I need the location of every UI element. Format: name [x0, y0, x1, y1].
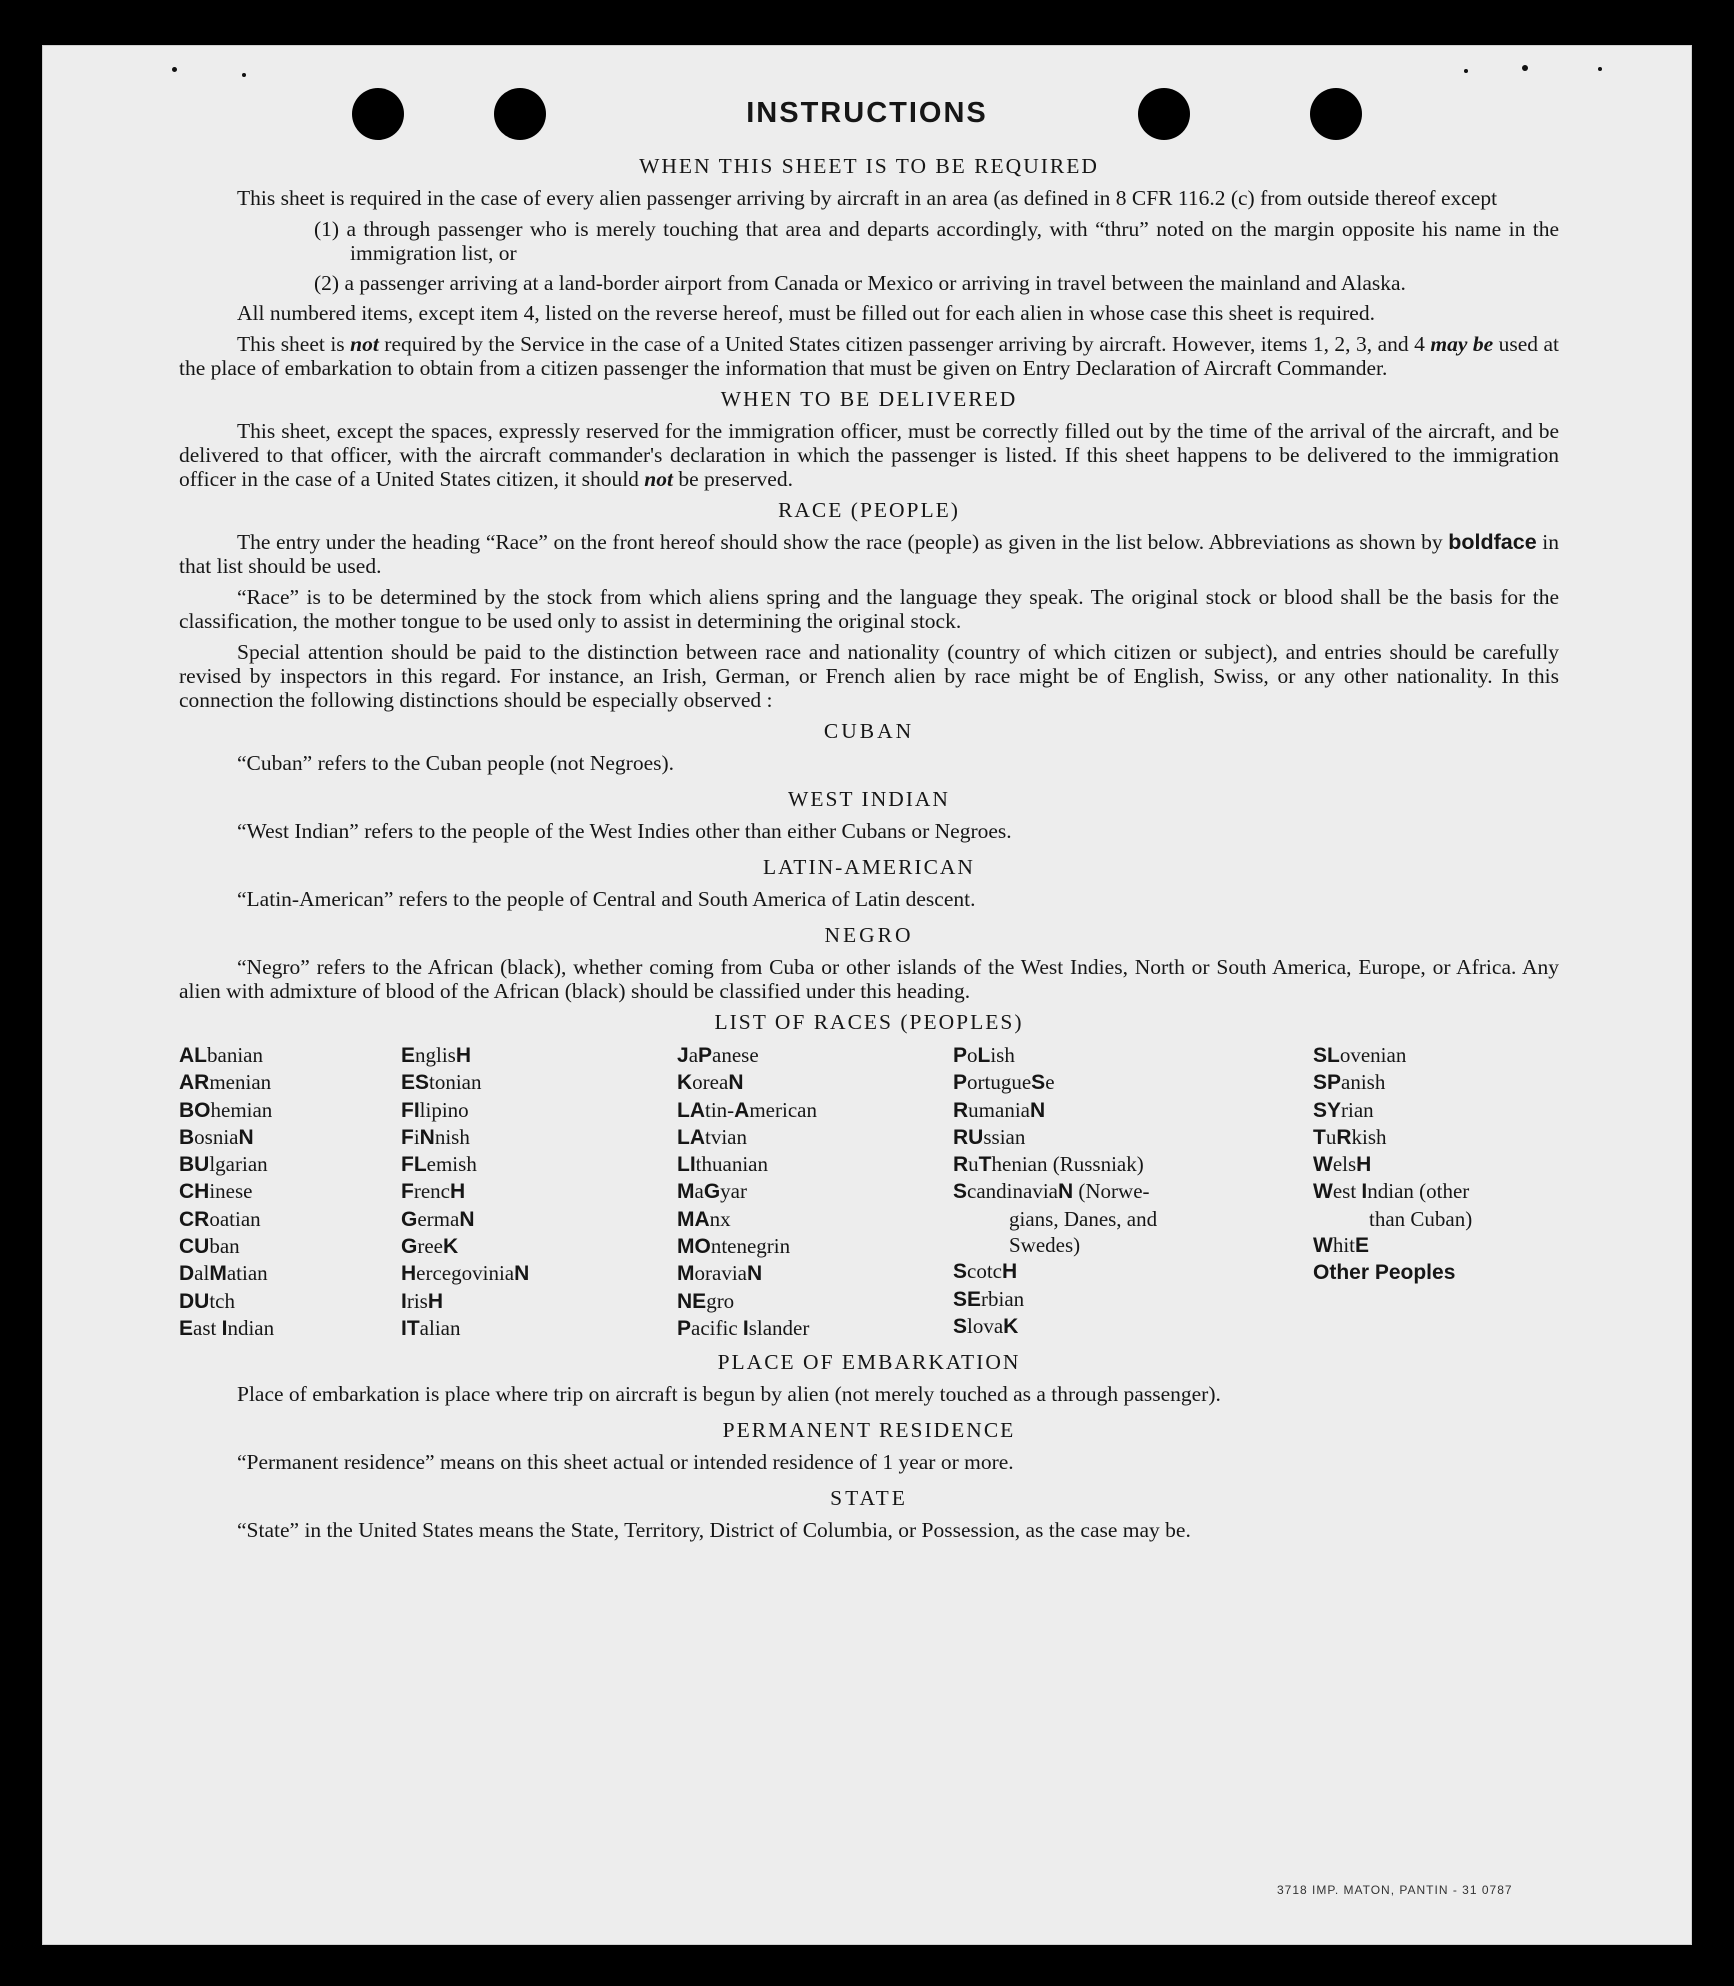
race-text: nglis [415, 1043, 456, 1067]
race-text: ortugue [967, 1070, 1032, 1095]
exception-item-2: (2) a passenger arriving at a land-border airport from Canada or Mexico or arriving in travel between the mainland and Alaska. [314, 271, 1406, 295]
race-entry [953, 1258, 1313, 1285]
race-text: osnia [194, 1124, 239, 1149]
paragraph-delivery: This sheet, except the spaces, expressly reserved for the immigration officer, must be correctly filled out by the time of the arrival of the aircraft, and be delivered to that officer, with the aircraft commander's declaration in which the passenger is listed. If this sheet happens to be delivered to the immigration officer in the case of a United States citizen, it should not be preserved. [179, 419, 1559, 491]
race-text: tin- [705, 1097, 735, 1122]
race-text: u [1325, 1124, 1337, 1149]
printer-name: IMP. MATON, PANTIN - 31 0787 [1312, 1883, 1513, 1897]
race-text: merican [749, 1097, 817, 1122]
paragraph-west-indian: “West Indian” refers to the people of the West Indies other than either Cubans or Negroes. [237, 819, 1012, 843]
race-abbreviation: F [401, 1125, 414, 1149]
race-text: ercegovinia [416, 1261, 515, 1286]
race-entry [179, 1315, 401, 1342]
race-abbreviation: I [1361, 1180, 1368, 1204]
document-sheet [42, 45, 1692, 1945]
race-entry [953, 1286, 1313, 1313]
race-text: rbian [981, 1286, 1025, 1311]
race-abbreviation: SL [1313, 1044, 1340, 1067]
race-abbreviation: CH [179, 1180, 210, 1204]
race-text: menian [209, 1070, 272, 1095]
race-entry [1313, 1206, 1559, 1232]
race-abbreviation: W [1313, 1180, 1333, 1204]
race-entry [179, 1260, 401, 1287]
race-abbreviation: ES [401, 1071, 430, 1095]
race-abbreviation: N [514, 1262, 530, 1286]
race-entry [677, 1124, 953, 1151]
race-entry [179, 1151, 401, 1178]
race-text: (Norwe- [1073, 1179, 1150, 1204]
race-text: banian [207, 1043, 263, 1067]
race-entry [401, 1097, 677, 1124]
race-abbreviation: Other Peoples [1313, 1261, 1456, 1285]
race-entry [953, 1178, 1313, 1205]
race-entry [1313, 1232, 1559, 1259]
race-text: yar [720, 1179, 747, 1204]
races-column [953, 1042, 1313, 1342]
race-abbreviation: H [427, 1289, 444, 1313]
paragraph-citizen: This sheet is not required by the Service in the case of a United States citizen passenger arriving by aircraft. However, items 1, 2, 3, and 4 may be used at the place of embarkation to obtain from a citizen passenger the information that must be given on Entry Declaration of Aircraft Commander. [179, 332, 1560, 380]
race-entry [677, 1097, 953, 1124]
race-entry [953, 1042, 1313, 1069]
paragraph-cuban: “Cuban” refers to the Cuban people (not Negroes). [237, 751, 675, 775]
race-entry [677, 1206, 953, 1233]
race-text: hemian [210, 1097, 273, 1122]
race-entry [677, 1315, 953, 1342]
race-abbreviation: K [442, 1235, 459, 1259]
race-abbreviation: I [742, 1316, 749, 1340]
race-abbreviation: FL [401, 1153, 427, 1177]
race-text: umania [968, 1097, 1030, 1122]
paragraph-required-intro: This sheet is required in the case of every alien passenger arriving by aircraft in an area (as defined in 8 CFR 116.2 (c) from outside thereof except [237, 186, 1498, 210]
race-entry [1313, 1124, 1559, 1151]
race-text: renc [413, 1179, 450, 1204]
race-text: inese [209, 1179, 253, 1204]
race-entry [401, 1178, 677, 1205]
section-heading-west-indian: WEST INDIAN [788, 787, 950, 811]
section-heading-residence: PERMANENT RESIDENCE [722, 1418, 1016, 1443]
race-text: oatian [209, 1206, 261, 1231]
race-entry [179, 1288, 401, 1315]
section-heading-race: RACE (PEOPLE) [778, 498, 960, 522]
race-text: hit [1332, 1233, 1355, 1258]
race-abbreviation: T [978, 1153, 992, 1177]
race-entry [179, 1206, 401, 1233]
race-abbreviation: N [746, 1262, 763, 1286]
race-text: oravia [694, 1261, 747, 1286]
race-abbreviation: N [728, 1071, 744, 1095]
race-text: alian [419, 1315, 461, 1340]
race-abbreviation: S [953, 1180, 968, 1204]
exception-item-1: (1) a through passenger who is merely touching that area and departs accordingly, with “thru” noted on the margin opposite his name in the immigration list, or [314, 217, 1559, 265]
race-abbreviation: H [401, 1262, 417, 1286]
race-abbreviation: E [179, 1316, 194, 1340]
races-column [179, 1042, 401, 1342]
race-text: est [1332, 1179, 1362, 1204]
race-entry [953, 1097, 1313, 1124]
race-abbreviation: P [953, 1044, 968, 1067]
race-text: ndian [227, 1315, 275, 1340]
race-text: candinavia [967, 1179, 1058, 1204]
race-abbreviation: FI [401, 1098, 420, 1122]
race-text: emish [426, 1152, 477, 1177]
paragraph-race-entry: The entry under the heading “Race” on the front hereof should show the race (people) as given in the list below. Abbreviations as shown by boldface in that list should be used. [179, 530, 1559, 578]
section-heading-state: STATE [830, 1486, 908, 1511]
race-abbreviation: E [401, 1044, 416, 1067]
race-text: orea [692, 1070, 729, 1095]
race-abbreviation: MA [677, 1207, 710, 1231]
race-entry [677, 1042, 953, 1069]
paragraph-numbered-items: All numbered items, except item 4, listed on the reverse hereof, must be filled out for each alien in whose case this sheet is required. [237, 301, 1375, 325]
race-abbreviation: DU [179, 1289, 210, 1313]
race-abbreviation: H [1002, 1260, 1018, 1284]
race-entry [677, 1069, 953, 1096]
section-heading-when-required: WHEN THIS SHEET IS TO BE REQUIRED [639, 154, 1099, 178]
race-abbreviation: W [1313, 1153, 1333, 1177]
race-abbreviation: BO [179, 1098, 211, 1122]
races-column [677, 1042, 953, 1342]
paragraph-state: “State” in the United States means the State, Territory, District of Columbia, or Possession, as the case may be. [237, 1518, 1191, 1543]
race-abbreviation: S [953, 1260, 968, 1284]
race-text: rian [1341, 1097, 1374, 1122]
race-text: ban [209, 1234, 240, 1259]
race-text: lgarian [209, 1152, 268, 1177]
race-entry [179, 1097, 401, 1124]
race-text: gro [706, 1288, 735, 1313]
race-abbreviation: AR [179, 1071, 210, 1095]
race-abbreviation: SY [1313, 1098, 1342, 1122]
race-text: thuanian [695, 1152, 768, 1177]
section-heading-latin-american: LATIN-AMERICAN [763, 855, 975, 879]
race-abbreviation: J [677, 1044, 689, 1067]
race-text: slander [748, 1315, 810, 1340]
race-entry [401, 1042, 677, 1069]
race-abbreviation: CR [179, 1207, 210, 1231]
section-heading-when-delivered: WHEN TO BE DELIVERED [720, 387, 1018, 411]
race-text: cotc [967, 1259, 1002, 1284]
race-abbreviation: P [677, 1316, 692, 1340]
paragraph-embarkation: Place of embarkation is place where trip on aircraft is begun by alien (not merely touched as a through passenger). [237, 1382, 1221, 1407]
race-abbreviation: G [401, 1207, 418, 1231]
race-abbreviation: K [677, 1071, 693, 1095]
races-column [1313, 1042, 1559, 1342]
race-abbreviation: R [1336, 1125, 1352, 1149]
race-text: nish [434, 1124, 470, 1149]
race-text: lipino [419, 1097, 469, 1122]
race-abbreviation: LA [677, 1098, 705, 1122]
race-abbreviation: W [1313, 1234, 1333, 1258]
section-heading-races-list: LIST OF RACES (PEOPLES) [714, 1010, 1024, 1034]
race-abbreviation: G [703, 1180, 721, 1204]
section-heading-cuban: CUBAN [823, 719, 915, 743]
race-entry [1313, 1097, 1559, 1124]
race-abbreviation: I [401, 1289, 407, 1313]
race-abbreviation: MO [677, 1235, 711, 1259]
paragraph-residence: “Permanent residence” means on this sheet actual or intended residence of 1 year or more. [237, 1450, 1014, 1475]
race-entry [677, 1178, 953, 1205]
race-entry [401, 1124, 677, 1151]
race-entry [179, 1178, 401, 1205]
race-entry [179, 1042, 401, 1069]
race-entry [1313, 1151, 1559, 1178]
race-text: i [413, 1124, 420, 1149]
paragraph-negro: “Negro” refers to the African (black), whether coming from Cuba or other islands of the West Indies, North or South America, Europe, or Africa. Any alien with admixture of blood of the African (black) should be classified under this heading. [179, 955, 1559, 1003]
race-text: o [967, 1043, 978, 1067]
race-text: u [968, 1152, 979, 1177]
race-abbreviation: D [179, 1262, 195, 1286]
race-text: e [1045, 1070, 1055, 1095]
race-abbreviation: N [1029, 1098, 1046, 1122]
race-abbreviation: P [698, 1044, 713, 1067]
race-text: henian (Russniak) [991, 1152, 1144, 1177]
race-text: ish [990, 1043, 1015, 1067]
scan-speck [1464, 69, 1468, 73]
race-text: gians, Danes, and [1009, 1206, 1158, 1231]
race-abbreviation: L [977, 1044, 991, 1067]
race-abbreviation: A [734, 1098, 750, 1122]
race-abbreviation: CU [179, 1235, 210, 1259]
race-text: erma [417, 1206, 460, 1231]
race-entry [179, 1069, 401, 1096]
race-abbreviation: NE [677, 1289, 707, 1313]
race-entry [677, 1260, 953, 1287]
race-entry [401, 1260, 677, 1287]
race-text: than Cuban) [1369, 1206, 1473, 1231]
race-entry [953, 1151, 1313, 1178]
race-entry [677, 1233, 953, 1260]
race-abbreviation: AL [179, 1044, 207, 1067]
race-abbreviation: IT [401, 1316, 420, 1340]
race-abbreviation: E [1355, 1234, 1370, 1258]
race-abbreviation: S [1031, 1071, 1046, 1095]
race-entry [953, 1313, 1313, 1340]
race-abbreviation: LA [677, 1125, 705, 1149]
race-text: ntenegrin [710, 1234, 791, 1259]
race-entry [401, 1315, 677, 1342]
race-entry [1313, 1178, 1559, 1205]
race-abbreviation: M [677, 1180, 695, 1204]
race-text: ssian [983, 1124, 1026, 1149]
race-abbreviation: RU [953, 1125, 984, 1149]
race-abbreviation: H [449, 1180, 466, 1204]
race-abbreviation: M [209, 1262, 227, 1286]
race-text: tvian [705, 1124, 747, 1149]
race-abbreviation: M [677, 1262, 695, 1286]
race-abbreviation: R [953, 1098, 969, 1122]
race-abbreviation: N [1057, 1180, 1074, 1204]
race-abbreviation: H [455, 1044, 472, 1067]
race-abbreviation: R [953, 1153, 969, 1177]
race-text: nx [709, 1206, 731, 1231]
race-abbreviation: LI [677, 1153, 696, 1177]
race-abbreviation: G [401, 1235, 418, 1259]
race-text: lova [967, 1313, 1004, 1338]
scan-speck [172, 67, 177, 72]
races-list [179, 1042, 1559, 1342]
race-abbreviation: F [401, 1180, 414, 1204]
race-text: acific [691, 1315, 743, 1340]
race-abbreviation: N [419, 1125, 435, 1149]
scan-speck [242, 73, 246, 77]
race-entry [953, 1206, 1313, 1232]
printer-stamp [1277, 1883, 1513, 1897]
race-abbreviation: S [953, 1314, 968, 1338]
form-code: 3718 [1277, 1883, 1308, 1897]
race-entry [401, 1069, 677, 1096]
scan-speck [1522, 65, 1528, 71]
section-heading-negro: NEGRO [824, 923, 914, 947]
race-abbreviation: I [221, 1316, 228, 1340]
paragraph-race-nationality: Special attention should be paid to the distinction between race and nationality (country of which citizen or subject), and entries should be carefully revised by inspectors in this regard. For instance, an Irish, German, or French alien by race might be of English, Swiss, or any other nationality. In this connection the following distinctions should be especially observed : [179, 640, 1559, 712]
race-entry [953, 1124, 1313, 1151]
paragraph-race-stock: “Race” is to be determined by the stock from which aliens spring and the language they speak. The original stock or blood shall be the basis for the classification, the mother tongue to be used only to assist in determining the original stock. [179, 585, 1559, 633]
race-abbreviation: H [1356, 1153, 1372, 1177]
race-entry [953, 1069, 1313, 1096]
race-entry [953, 1232, 1313, 1258]
scan-speck [1598, 67, 1602, 71]
race-text: ast [193, 1315, 222, 1340]
race-text: a [694, 1179, 704, 1204]
race-abbreviation: BU [179, 1153, 210, 1177]
race-entry [1313, 1069, 1559, 1096]
race-entry [401, 1288, 677, 1315]
race-text: tonian [429, 1070, 482, 1095]
race-entry [401, 1233, 677, 1260]
race-text: ris [406, 1288, 428, 1313]
race-abbreviation: N [459, 1207, 475, 1231]
race-entry [401, 1206, 677, 1233]
race-abbreviation: N [238, 1125, 254, 1149]
race-entry [1313, 1259, 1559, 1286]
race-text: anish [1341, 1070, 1386, 1095]
race-entry [1313, 1042, 1559, 1069]
race-abbreviation: SE [953, 1287, 982, 1311]
race-entry [179, 1233, 401, 1260]
race-entry [401, 1151, 677, 1178]
race-text: ree [417, 1234, 443, 1259]
race-text: Swedes) [1009, 1233, 1081, 1258]
paragraph-latin-american: “Latin-American” refers to the people of Central and South America of Latin descent. [237, 887, 976, 911]
race-abbreviation: K [1003, 1314, 1019, 1338]
race-text: ndian (other [1367, 1179, 1470, 1204]
race-entry [677, 1151, 953, 1178]
race-text: anese [712, 1043, 759, 1067]
race-abbreviation: SP [1313, 1071, 1342, 1095]
races-column [401, 1042, 677, 1342]
race-text: a [688, 1043, 699, 1067]
race-text: kish [1351, 1124, 1387, 1149]
race-text: ovenian [1339, 1043, 1407, 1067]
section-heading-embarkation: PLACE OF EMBARKATION [717, 1350, 1021, 1375]
race-entry [677, 1288, 953, 1315]
race-text: tch [209, 1288, 235, 1313]
race-text: al [194, 1261, 210, 1286]
race-text: els [1332, 1152, 1357, 1177]
race-abbreviation: T [1313, 1125, 1326, 1149]
race-entry [179, 1124, 401, 1151]
race-abbreviation: B [179, 1125, 195, 1149]
page-title: INSTRUCTIONS [746, 97, 988, 129]
instructions-body [179, 148, 1559, 1554]
race-text: atian [226, 1261, 268, 1286]
race-abbreviation: P [953, 1071, 968, 1095]
